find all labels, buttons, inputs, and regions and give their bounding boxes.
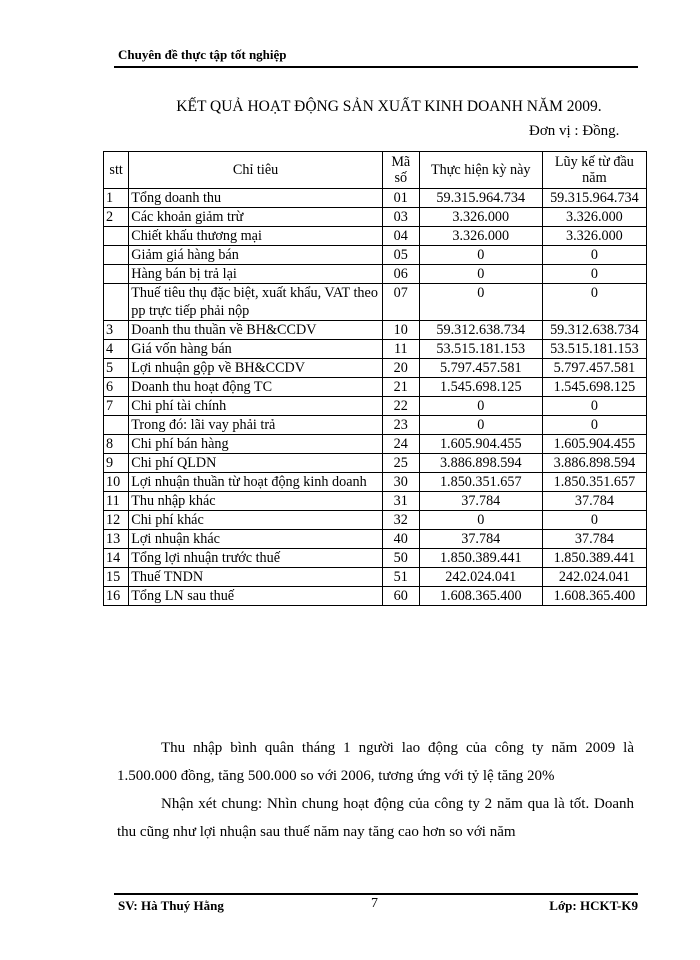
footer-student: SV: Hà Thuý Hằng	[118, 898, 224, 913]
cell-name: Lợi nhuận khác	[129, 530, 383, 549]
table-row	[104, 265, 647, 284]
cell-ytd: 37.784	[542, 530, 646, 549]
header-title: Chuyên đề thực tập tốt nghiệp	[118, 47, 287, 62]
cell-name: Thu nhập khác	[129, 492, 383, 511]
table-row	[104, 568, 647, 587]
cell-code: 25	[382, 454, 419, 473]
cell-current: 37.784	[419, 492, 542, 511]
cell-name: Doanh thu thuần về BH&CCDV	[129, 321, 383, 340]
cell-stt: 9	[104, 454, 129, 473]
cell-name: Chiết khấu thương mại	[129, 227, 383, 246]
cell-name: Chi phí tài chính	[129, 397, 383, 416]
cell-stt: 10	[104, 473, 129, 492]
table-row	[104, 473, 647, 492]
results-table	[103, 151, 647, 606]
cell-name: Lợi nhuận thuần từ hoạt động kinh doanh	[129, 473, 383, 492]
cell-stt: 6	[104, 378, 129, 397]
cell-stt	[104, 246, 129, 265]
cell-code: 10	[382, 321, 419, 340]
column-header-ytd: Lũy kế từ đầu năm	[542, 152, 646, 189]
table-row	[104, 511, 647, 530]
report-unit: Đơn vị : Đồng.	[529, 123, 620, 139]
cell-code: 40	[382, 530, 419, 549]
cell-code: 06	[382, 265, 419, 284]
cell-name: Thuế TNDN	[129, 568, 383, 587]
column-header-code: Mã số	[382, 152, 419, 189]
column-header-name: Chỉ tiêu	[129, 152, 383, 189]
table-header-row	[104, 152, 647, 189]
cell-code: 23	[382, 416, 419, 435]
cell-current: 3.886.898.594	[419, 454, 542, 473]
page-number: 7	[371, 896, 378, 911]
header-divider	[114, 66, 638, 68]
cell-stt: 13	[104, 530, 129, 549]
table-row	[104, 189, 647, 208]
summary-paragraph: Nhận xét chung: Nhìn chung hoạt động của công ty 2 năm qua là tốt. Doanh thu cũng như lợi nhuận sau thuế năm nay tăng cao hơn so với năm	[117, 796, 634, 840]
table-row	[104, 208, 647, 227]
cell-code: 05	[382, 246, 419, 265]
cell-stt: 5	[104, 359, 129, 378]
cell-current: 5.797.457.581	[419, 359, 542, 378]
cell-ytd: 3.326.000	[542, 227, 646, 246]
cell-ytd: 53.515.181.153	[542, 340, 646, 359]
footer-divider	[114, 893, 638, 895]
cell-ytd: 3.326.000	[542, 208, 646, 227]
cell-name: Tổng doanh thu	[129, 189, 383, 208]
cell-stt: 4	[104, 340, 129, 359]
cell-ytd: 1.850.351.657	[542, 473, 646, 492]
table-row	[104, 397, 647, 416]
footer-class: Lớp: HCKT-K9	[549, 898, 638, 913]
cell-name: Chi phí bán hàng	[129, 435, 383, 454]
table-row	[104, 284, 647, 321]
cell-current: 53.515.181.153	[419, 340, 542, 359]
cell-stt	[104, 416, 129, 435]
cell-current: 1.545.698.125	[419, 378, 542, 397]
cell-current: 0	[419, 265, 542, 284]
cell-name: Giảm giá hàng bán	[129, 246, 383, 265]
table-row	[104, 454, 647, 473]
cell-code: 21	[382, 378, 419, 397]
cell-current: 1.850.389.441	[419, 549, 542, 568]
cell-ytd: 5.797.457.581	[542, 359, 646, 378]
cell-ytd: 1.608.365.400	[542, 587, 646, 606]
cell-stt: 14	[104, 549, 129, 568]
cell-current: 37.784	[419, 530, 542, 549]
cell-name: Tổng LN sau thuế	[129, 587, 383, 606]
cell-code: 04	[382, 227, 419, 246]
cell-ytd: 0	[542, 511, 646, 530]
cell-name: Giá vốn hàng bán	[129, 340, 383, 359]
cell-code: 50	[382, 549, 419, 568]
cell-current: 59.315.964.734	[419, 189, 542, 208]
column-header-stt: stt	[104, 152, 129, 189]
cell-stt: 3	[104, 321, 129, 340]
cell-stt	[104, 227, 129, 246]
cell-ytd: 0	[542, 416, 646, 435]
table-row	[104, 246, 647, 265]
cell-code: 20	[382, 359, 419, 378]
cell-ytd: 59.312.638.734	[542, 321, 646, 340]
cell-ytd: 3.886.898.594	[542, 454, 646, 473]
cell-code: 60	[382, 587, 419, 606]
table-row	[104, 492, 647, 511]
cell-code: 31	[382, 492, 419, 511]
cell-name: Các khoản giảm trừ	[129, 208, 383, 227]
report-title: KẾT QUẢ HOẠT ĐỘNG SẢN XUẤT KINH DOANH NĂM 2009.	[176, 98, 602, 115]
cell-current: 1.608.365.400	[419, 587, 542, 606]
cell-current: 0	[419, 511, 542, 530]
cell-name: Trong đó: lãi vay phải trả	[129, 416, 383, 435]
cell-stt: 15	[104, 568, 129, 587]
table-row	[104, 549, 647, 568]
cell-name: Chi phí khác	[129, 511, 383, 530]
cell-stt: 16	[104, 587, 129, 606]
cell-code: 30	[382, 473, 419, 492]
cell-current: 0	[419, 416, 542, 435]
cell-ytd: 0	[542, 265, 646, 284]
cell-code: 24	[382, 435, 419, 454]
cell-name: Tổng lợi nhuận trước thuế	[129, 549, 383, 568]
cell-name: Hàng bán bị trả lại	[129, 265, 383, 284]
cell-current: 0	[419, 397, 542, 416]
cell-current: 1.850.351.657	[419, 473, 542, 492]
cell-ytd: 0	[542, 246, 646, 265]
cell-current: 0	[419, 284, 542, 321]
cell-stt: 7	[104, 397, 129, 416]
cell-name: Thuế tiêu thụ đặc biệt, xuất khẩu, VAT theo pp trực tiếp phải nộp	[129, 284, 383, 321]
cell-current: 0	[419, 246, 542, 265]
cell-code: 22	[382, 397, 419, 416]
cell-code: 32	[382, 511, 419, 530]
table-row	[104, 321, 647, 340]
table-row	[104, 587, 647, 606]
cell-name: Lợi nhuận gộp về BH&CCDV	[129, 359, 383, 378]
table-row	[104, 378, 647, 397]
income-paragraph: Thu nhập bình quân tháng 1 người lao động của công ty năm 2009 là 1.500.000 đồng, tăng 500.000 so với 2006, tương ứng với tỷ lệ tăng 20%	[117, 740, 634, 784]
cell-name: Doanh thu hoạt động TC	[129, 378, 383, 397]
cell-code: 07	[382, 284, 419, 321]
cell-ytd: 0	[542, 284, 646, 321]
cell-current: 3.326.000	[419, 208, 542, 227]
cell-ytd: 59.315.964.734	[542, 189, 646, 208]
table-row	[104, 416, 647, 435]
cell-current: 3.326.000	[419, 227, 542, 246]
cell-stt: 8	[104, 435, 129, 454]
table-row	[104, 359, 647, 378]
cell-ytd: 1.605.904.455	[542, 435, 646, 454]
cell-current: 242.024.041	[419, 568, 542, 587]
cell-ytd: 242.024.041	[542, 568, 646, 587]
cell-code: 03	[382, 208, 419, 227]
cell-stt: 11	[104, 492, 129, 511]
table-row	[104, 340, 647, 359]
cell-stt: 1	[104, 189, 129, 208]
table-row	[104, 530, 647, 549]
column-header-current: Thực hiện kỳ này	[419, 152, 542, 189]
cell-code: 11	[382, 340, 419, 359]
cell-stt	[104, 284, 129, 321]
cell-stt	[104, 265, 129, 284]
cell-ytd: 1.850.389.441	[542, 549, 646, 568]
table-row	[104, 227, 647, 246]
cell-ytd: 1.545.698.125	[542, 378, 646, 397]
cell-current: 1.605.904.455	[419, 435, 542, 454]
cell-ytd: 37.784	[542, 492, 646, 511]
table-row	[104, 435, 647, 454]
cell-ytd: 0	[542, 397, 646, 416]
cell-code: 01	[382, 189, 419, 208]
cell-stt: 2	[104, 208, 129, 227]
cell-name: Chi phí QLDN	[129, 454, 383, 473]
cell-stt: 12	[104, 511, 129, 530]
cell-code: 51	[382, 568, 419, 587]
cell-current: 59.312.638.734	[419, 321, 542, 340]
